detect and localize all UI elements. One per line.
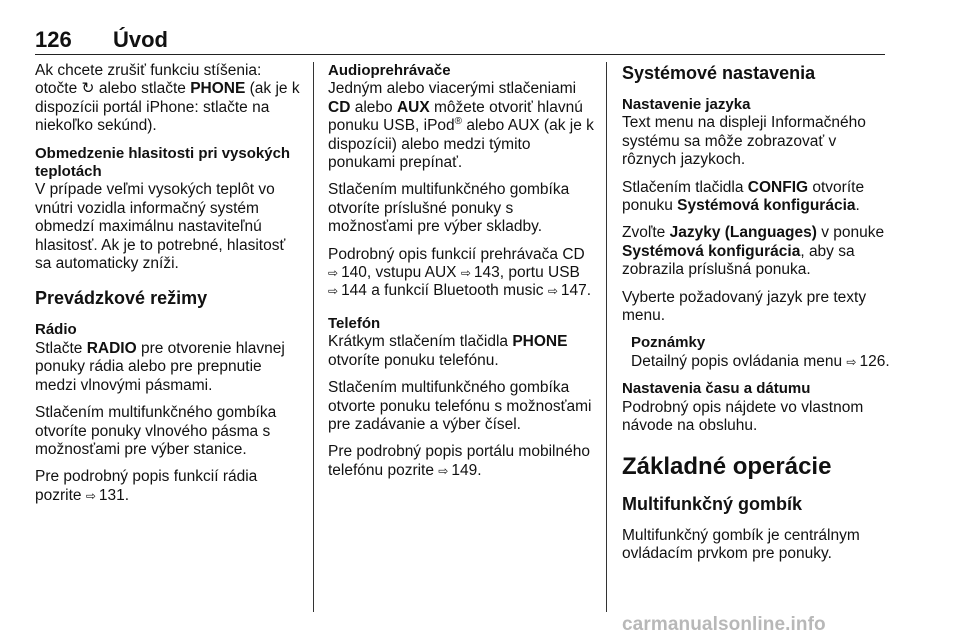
note-box <box>631 334 890 371</box>
paragraph-radio-ref: Pre podrobný popis funkcií rádia pozrite ⇨ 131. <box>35 468 258 504</box>
page-header <box>35 28 885 55</box>
paragraph-audio-knob: Stlačením multifunkčného gombíka otvoríte príslušné ponuky s možnosťami pre výber skladby. <box>328 181 570 236</box>
heading-operating-modes: Prevádzkové režimy <box>35 288 208 309</box>
page-ref-link[interactable]: 131. <box>98 486 130 504</box>
paragraph-choose-language: Vyberte požadovaný jazyk pre texty menu. <box>622 288 867 325</box>
heading-multifunction-knob: Multifunkčný gombík <box>622 493 802 514</box>
page-ref-link[interactable]: 147. <box>560 282 592 300</box>
page-ref-link[interactable]: 140, vstupu AUX <box>341 264 461 282</box>
registered-mark: ® <box>454 116 463 128</box>
page-title: Úvod <box>113 27 168 52</box>
page-ref-arrow-icon: ⇨ <box>460 266 471 281</box>
heading-time-date: Nastavenia času a dátumu <box>622 380 811 398</box>
page-ref-arrow-icon: ⇨ <box>547 284 558 299</box>
note-text: Detailný popis ovládania menu ⇨ 126. <box>631 352 890 370</box>
paragraph-time-date: Podrobný opis nájdete vo vlastnom návode na obsluhu. <box>622 398 864 435</box>
heading-audio-players: Audioprehrávače <box>328 62 451 79</box>
paragraph-phone-ref: Pre podrobný popis portálu mobilného telefónu pozrite ⇨ 149. <box>328 443 590 479</box>
paragraph-phone: Krátkym stlačením tlačidla PHONE otvoríte ponuku telefónu. <box>328 333 568 369</box>
page-number: 126 <box>35 27 72 52</box>
column-right <box>622 62 890 572</box>
paragraph-radio-knob: Stlačením multifunkčného gombíka otvoríte ponuky vlnového pásma s možnosťami pre výber stanice. <box>35 404 277 458</box>
paragraph-audio: Jedným alebo viacerými stlačeniami CD alebo AUX môžete otvoriť hlavnú ponuku USB, iPod® alebo AUX (ak je k dispozícii) alebo medzi týmito ponukami prepínať. <box>328 80 594 172</box>
heading-basic-operations: Základné operácie <box>622 452 832 480</box>
page-ref-link[interactable]: 144 a funkcií Bluetooth music <box>341 282 548 300</box>
column-left <box>35 62 303 514</box>
watermark: carmanualsonline.info <box>622 614 826 635</box>
heading-phone: Telefón <box>328 314 381 332</box>
heading-language: Nastavenie jazyka <box>622 96 751 113</box>
heading-system-settings: Systémové nastavenia <box>622 63 816 83</box>
page-ref-link[interactable]: 126. <box>859 352 890 370</box>
heading-volume-limit: Obmedzenie hlasitosti pri vysokých teplotách <box>35 144 291 181</box>
note-title: Poznámky <box>631 334 706 352</box>
column-divider <box>606 62 607 612</box>
paragraph-volume-limit: V prípade veľmi vysokých teplôt vo vnútri vozidla informačný systém obmedzí maximálnu nastaviteľnú hlasitosť. Ak je to potrebné, hlasitosť sa automaticky zníži. <box>35 181 286 273</box>
column-divider <box>313 62 314 612</box>
page-ref-link[interactable]: 143, portu USB <box>473 264 580 282</box>
paragraph-radio: Stlačte RADIO pre otvorenie hlavnej ponuky rádia alebo pre prepnutie medzi vlnovými pásmami. <box>35 339 285 394</box>
page-ref-arrow-icon: ⇨ <box>328 266 339 281</box>
page-ref-arrow-icon: ⇨ <box>438 463 449 478</box>
page-ref-arrow-icon: ⇨ <box>328 284 339 299</box>
rotate-knob-icon: ↻ <box>81 80 95 98</box>
paragraph-knob: Multifunkčný gombík je centrálnym ovládacím prvkom pre ponuky. <box>622 526 860 562</box>
paragraph-audio-refs: Podrobný opis funkcií prehrávača CD ⇨ 140, vstupu AUX ⇨ 143, portu USB ⇨ 144 a funkcií Bluetooth music ⇨ 147. <box>328 245 592 300</box>
page-ref-arrow-icon: ⇨ <box>85 488 96 503</box>
page-ref-arrow-icon: ⇨ <box>846 354 857 369</box>
paragraph-select-language: Zvoľte Jazyky (Languages) v ponuke Systémová konfigurácia, aby sa zobrazila príslušná ponuka. <box>622 224 885 279</box>
paragraph-config: Stlačením tlačidla CONFIG otvoríte ponuku Systémová konfigurácia. <box>622 178 865 215</box>
heading-radio: Rádio <box>35 321 77 339</box>
paragraph-phone-knob: Stlačením multifunkčného gombíka otvorte ponuku telefónu s možnosťami pre zadávanie a výber čísel. <box>328 379 592 433</box>
paragraph-language: Text menu na displeji Informačného systému sa môže zobrazovať v rôznych jazykoch. <box>622 114 866 169</box>
paragraph-mute: Ak chcete zrušiť funkciu stíšenia: otočte ↻ alebo stlačte PHONE (ak je k dispozícii portál iPhone: stlačte na niekoľko sekúnd). <box>35 62 300 135</box>
column-middle <box>328 62 596 489</box>
page-ref-link[interactable]: 149. <box>451 461 482 479</box>
